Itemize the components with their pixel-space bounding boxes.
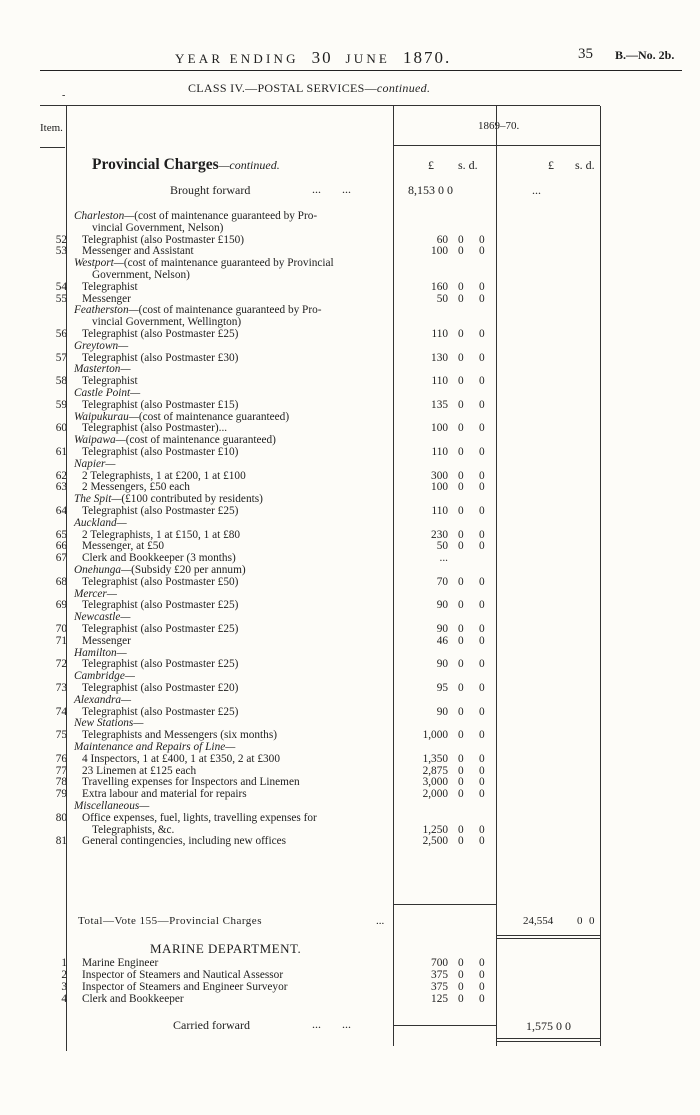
total-rule-top xyxy=(393,904,496,905)
item-description: Cambridge— xyxy=(74,670,135,682)
amount-pence: 0 xyxy=(479,788,485,800)
table-row xyxy=(40,835,600,847)
item-description: Telegraphist (also Postmaster £150) xyxy=(82,234,245,246)
item-description: Telegraphist (also Postmaster £50) xyxy=(82,576,239,588)
item-description: Telegraphist (also Postmaster £10) xyxy=(82,446,239,458)
amount-shillings: 0 xyxy=(458,481,464,493)
amount-pence: 0 xyxy=(479,481,485,493)
item-number: 58 xyxy=(55,375,67,387)
brought-forward-label: Brought forward xyxy=(170,183,251,197)
item-number: 69 xyxy=(55,599,67,611)
amount-shillings: 0 xyxy=(458,529,464,541)
amount-pence: 0 xyxy=(479,446,485,458)
amount-shillings: 0 xyxy=(458,682,464,694)
item-description: Telegraphist (also Postmaster £25) xyxy=(82,599,239,611)
item-description: Marine Engineer xyxy=(82,957,159,969)
item-number: 72 xyxy=(55,658,67,670)
table-row xyxy=(40,670,600,682)
amount-pence: 0 xyxy=(479,293,485,305)
item-number: 63 xyxy=(55,481,67,493)
amount-shillings: 0 xyxy=(458,599,464,611)
item-number: 80 xyxy=(55,812,67,824)
amount-pounds: 110 xyxy=(431,446,448,458)
table-row xyxy=(40,729,600,741)
table-row xyxy=(40,635,600,647)
amount-shillings: 0 xyxy=(458,765,464,777)
amount-pence: 0 xyxy=(479,399,485,411)
item-description: vincial Government, Nelson) xyxy=(92,222,224,234)
table-row xyxy=(40,611,600,623)
amount-pence: 0 xyxy=(479,824,485,836)
amount-column-divider-right xyxy=(600,106,601,1046)
amount-pounds: 375 xyxy=(431,969,448,981)
item-number: 54 xyxy=(55,281,67,293)
amount-pounds: 375 xyxy=(431,981,448,993)
amount-shillings: 0 xyxy=(458,470,464,482)
class-title: CLASS IV.—POSTAL SERVICES—continued. xyxy=(188,81,431,95)
item-description: Clerk and Bookkeeper (3 months) xyxy=(82,552,236,564)
item-description: Hamilton— xyxy=(74,647,127,659)
table-row xyxy=(40,623,600,635)
table-row xyxy=(40,316,600,328)
document-reference: B.—No. 2b. xyxy=(615,48,675,62)
amount-shillings: 0 xyxy=(458,706,464,718)
item-number: 52 xyxy=(55,234,67,246)
table-row xyxy=(40,269,600,281)
amount-pounds: 135 xyxy=(431,399,448,411)
item-description: Clerk and Bookkeeper xyxy=(82,993,184,1005)
amount-pence: 0 xyxy=(479,245,485,257)
item-description: Alexandra— xyxy=(74,694,132,706)
amount-pence: 0 xyxy=(479,375,485,387)
table-row xyxy=(40,399,600,411)
table-row xyxy=(40,446,600,458)
amount-pence: 0 xyxy=(479,281,485,293)
table-row xyxy=(40,505,600,517)
item-description: Auckland— xyxy=(74,517,127,529)
item-description: Waipawa—(cost of maintenance guaranteed) xyxy=(74,434,276,446)
brought-forward-dots: ... ... xyxy=(312,182,351,196)
amount-shillings: 0 xyxy=(458,729,464,741)
table-row xyxy=(40,776,600,788)
item-number: 66 xyxy=(55,540,67,552)
item-number: 3 xyxy=(61,981,67,993)
item-number: 64 xyxy=(55,505,67,517)
amount-pounds: 300 xyxy=(431,470,448,482)
item-description: Telegraphist (also Postmaster £25) xyxy=(82,623,239,635)
page-number: 35 xyxy=(578,46,593,62)
item-number: 77 xyxy=(55,765,67,777)
item-number: 60 xyxy=(55,422,67,434)
table-row xyxy=(40,517,600,529)
amount-pounds: 230 xyxy=(431,529,448,541)
amount-pounds: 60 xyxy=(436,234,448,246)
item-description: General contingencies, including new offices xyxy=(82,835,287,847)
table-row xyxy=(40,564,600,576)
item-description: Telegraphist (also Postmaster £15) xyxy=(82,399,239,411)
table-row xyxy=(40,800,600,812)
table-row xyxy=(40,682,600,694)
amount-pounds: 50 xyxy=(436,293,448,305)
amount-shillings: 0 xyxy=(458,824,464,836)
amount-pence: 0 xyxy=(479,470,485,482)
item-description: Newcastle— xyxy=(74,611,131,623)
amount-pence: 0 xyxy=(479,706,485,718)
total-dots: ... xyxy=(376,915,385,927)
pound-header-b: £ xyxy=(548,158,554,172)
amount-pounds: 100 xyxy=(431,245,448,257)
item-description: Inspector of Steamers and Nautical Assessor xyxy=(82,969,284,981)
amount-pounds: 100 xyxy=(431,422,448,434)
table-row xyxy=(40,245,600,257)
item-description: Masterton— xyxy=(74,363,131,375)
item-number: 53 xyxy=(55,245,67,257)
item-description: vincial Government, Wellington) xyxy=(92,316,242,328)
item-number: 71 xyxy=(55,635,67,647)
amount-shillings: 0 xyxy=(458,375,464,387)
item-description: 4 Inspectors, 1 at £400, 1 at £350, 2 at £300 xyxy=(82,753,280,765)
amount-pounds: 125 xyxy=(431,993,448,1005)
table-row xyxy=(40,576,600,588)
total-value: 24,554 xyxy=(523,915,554,927)
item-description: Extra labour and material for repairs xyxy=(82,788,247,800)
item-description: Castle Point— xyxy=(74,387,141,399)
carried-forward-label: Carried forward xyxy=(173,1018,250,1032)
carried-forward-rule-b xyxy=(496,1038,600,1039)
item-description: Waipukurau—(cost of maintenance guaranteed) xyxy=(74,411,290,423)
carried-forward-rule-c xyxy=(496,1041,600,1042)
item-description: New Stations— xyxy=(74,717,144,729)
item-number: 73 xyxy=(55,682,67,694)
table-row xyxy=(40,957,600,969)
amount-shillings: 0 xyxy=(458,753,464,765)
amount-pence: 0 xyxy=(479,729,485,741)
amount-pounds: 160 xyxy=(431,281,448,293)
item-description: Inspector of Steamers and Engineer Surveyor xyxy=(82,981,288,993)
amount-pounds: 1,000 xyxy=(422,729,448,741)
table-row xyxy=(40,422,600,434)
amount-shillings: 0 xyxy=(458,446,464,458)
amount-pence: 0 xyxy=(479,776,485,788)
item-description: The Spit—(£100 contributed by residents) xyxy=(74,493,263,505)
amount-pounds: 2,500 xyxy=(422,835,448,847)
table-row xyxy=(40,741,600,753)
item-number: 74 xyxy=(55,706,67,718)
item-description: Maintenance and Repairs of Line— xyxy=(74,741,236,753)
item-number: 2 xyxy=(61,969,67,981)
table-row xyxy=(40,281,600,293)
table-row xyxy=(40,328,600,340)
item-description: Mercer— xyxy=(74,588,117,600)
table-row xyxy=(40,375,600,387)
item-description: Westport—(cost of maintenance guaranteed by Provincial xyxy=(74,257,334,269)
carried-forward-dots: ... ... xyxy=(312,1017,351,1031)
item-description: Messenger, at £50 xyxy=(82,540,165,552)
item-description: Messenger xyxy=(82,293,131,305)
amount-pounds: 95 xyxy=(436,682,448,694)
item-number: 75 xyxy=(55,729,67,741)
total-shillings: 0 xyxy=(577,915,583,927)
item-description: Telegraphist (also Postmaster £25) xyxy=(82,505,239,517)
item-description: Telegraphist xyxy=(82,375,138,387)
amount-pence: 0 xyxy=(479,352,485,364)
item-description: Telegraphist (also Postmaster £25) xyxy=(82,658,239,670)
amount-shillings: 0 xyxy=(458,281,464,293)
amount-shillings: 0 xyxy=(458,957,464,969)
table-row xyxy=(40,210,600,222)
amount-pence: 0 xyxy=(479,635,485,647)
table-row xyxy=(40,552,600,564)
amount-pounds: 3,000 xyxy=(422,776,448,788)
item-number: 57 xyxy=(55,352,67,364)
amount-pounds: 90 xyxy=(436,658,448,670)
table-row xyxy=(40,257,600,269)
item-number: 56 xyxy=(55,328,67,340)
pound-header-a: £ xyxy=(428,158,434,172)
item-number: 67 xyxy=(55,552,67,564)
item-number: 65 xyxy=(55,529,67,541)
amount-pounds: 130 xyxy=(431,352,448,364)
amount-pence: 0 xyxy=(479,576,485,588)
amount-shillings: 0 xyxy=(458,788,464,800)
sd-header-b: s. d. xyxy=(575,158,595,172)
amount-shillings: 0 xyxy=(458,576,464,588)
item-column-header: Item. xyxy=(40,122,63,134)
amount-shillings: 0 xyxy=(458,981,464,993)
amount-pence: 0 xyxy=(479,658,485,670)
amount-pence: 0 xyxy=(479,234,485,246)
amount-shillings: 0 xyxy=(458,422,464,434)
brought-forward-value-total: ... xyxy=(532,183,541,197)
table-top-rule xyxy=(40,105,600,106)
item-number: 1 xyxy=(61,957,67,969)
item-description: Telegraphists and Messengers (six months) xyxy=(82,729,277,741)
amount-pounds: 70 xyxy=(436,576,448,588)
amount-shillings: 0 xyxy=(458,245,464,257)
amount-shillings: 0 xyxy=(458,835,464,847)
amount-pence: 0 xyxy=(479,623,485,635)
amount-pence: 0 xyxy=(479,969,485,981)
table-row xyxy=(40,458,600,470)
item-number: 55 xyxy=(55,293,67,305)
item-description: Office expenses, fuel, lights, travelling expenses for xyxy=(82,812,317,824)
item-description: Telegraphists, &c. xyxy=(92,824,175,836)
item-number: 78 xyxy=(55,776,67,788)
item-number: 79 xyxy=(55,788,67,800)
amount-shillings: 0 xyxy=(458,540,464,552)
total-label: Total—Vote 155—Provincial Charges xyxy=(78,915,262,927)
item-description: Telegraphist (also Postmaster £25) xyxy=(82,706,239,718)
amount-pounds: 90 xyxy=(436,623,448,635)
amount-shillings: 0 xyxy=(458,623,464,635)
amount-pence: 0 xyxy=(479,957,485,969)
amount-shillings: 0 xyxy=(458,328,464,340)
table-row xyxy=(40,493,600,505)
table-row xyxy=(40,481,600,493)
item-description: 2 Telegraphists, 1 at £200, 1 at £100 xyxy=(82,470,246,482)
total-double-rule-b xyxy=(496,938,600,939)
section-title-provincial: Provincial Charges—continued. xyxy=(92,156,280,173)
total-double-rule-a xyxy=(496,935,600,936)
header-rule xyxy=(40,70,682,71)
table-row xyxy=(40,363,600,375)
amount-pence: 0 xyxy=(479,529,485,541)
amount-shillings: 0 xyxy=(458,399,464,411)
item-description: Charleston—(cost of maintenance guaranteed by Pro- xyxy=(74,210,318,222)
item-description: Travelling expenses for Inspectors and Linemen xyxy=(82,776,300,788)
carried-forward-value: 1,575 0 0 xyxy=(526,1019,571,1033)
stray-mark: - xyxy=(62,90,66,101)
carried-forward-rule-a xyxy=(393,1025,496,1026)
amount-pounds: 90 xyxy=(436,599,448,611)
table-row xyxy=(40,222,600,234)
amount-pounds: ... xyxy=(439,552,448,564)
amount-shillings: 0 xyxy=(458,658,464,670)
amount-pence: 0 xyxy=(479,765,485,777)
table-row xyxy=(40,599,600,611)
table-row xyxy=(40,540,600,552)
table-row xyxy=(40,969,600,981)
amount-pence: 0 xyxy=(479,993,485,1005)
amount-pounds: 1,250 xyxy=(422,824,448,836)
table-row xyxy=(40,812,600,824)
table-row xyxy=(40,434,600,446)
amount-pounds: 90 xyxy=(436,706,448,718)
table-row xyxy=(40,694,600,706)
table-row xyxy=(40,387,600,399)
amount-pounds: 700 xyxy=(431,957,448,969)
amount-pence: 0 xyxy=(479,540,485,552)
amount-shillings: 0 xyxy=(458,505,464,517)
amount-pounds: 2,000 xyxy=(422,788,448,800)
section-title-marine: MARINE DEPARTMENT. xyxy=(150,941,302,956)
item-description: 23 Linemen at £125 each xyxy=(82,765,197,777)
amount-shillings: 0 xyxy=(458,969,464,981)
item-description: Miscellaneous— xyxy=(74,800,150,812)
amount-pence: 0 xyxy=(479,599,485,611)
item-description: Featherston—(cost of maintenance guaranteed by Pro- xyxy=(74,304,322,316)
item-description: Greytown— xyxy=(74,340,129,352)
table-row xyxy=(40,717,600,729)
amount-pence: 0 xyxy=(479,505,485,517)
year-column-header: 1869–70. xyxy=(478,120,520,132)
amount-pence: 0 xyxy=(479,835,485,847)
amount-shillings: 0 xyxy=(458,352,464,364)
page-header-year: YEAR ENDING 30 JUNE 1870. xyxy=(175,48,452,67)
item-number: 59 xyxy=(55,399,67,411)
amount-shillings: 0 xyxy=(458,635,464,647)
item-description: Napier— xyxy=(74,458,116,470)
table-row xyxy=(40,304,600,316)
item-description: Telegraphist (also Postmaster £30) xyxy=(82,352,239,364)
amount-pounds: 2,875 xyxy=(422,765,448,777)
amount-pence: 0 xyxy=(479,422,485,434)
amount-pounds: 100 xyxy=(431,481,448,493)
table-row xyxy=(40,981,600,993)
table-row xyxy=(40,340,600,352)
brought-forward-value: 8,153 0 0 xyxy=(408,183,453,197)
item-number: 76 xyxy=(55,753,67,765)
item-description: Telegraphist (also Postmaster £25) xyxy=(82,328,239,340)
item-description: Messenger xyxy=(82,635,131,647)
amount-pounds: 50 xyxy=(436,540,448,552)
amount-pence: 0 xyxy=(479,682,485,694)
amount-shillings: 0 xyxy=(458,993,464,1005)
amount-shillings: 0 xyxy=(458,234,464,246)
table-row xyxy=(40,753,600,765)
total-pence: 0 xyxy=(589,915,595,927)
item-description: Telegraphist xyxy=(82,281,138,293)
item-description: Government, Nelson) xyxy=(92,269,190,281)
amount-pounds: 110 xyxy=(431,375,448,387)
amount-pounds: 1,350 xyxy=(422,753,448,765)
item-description: 2 Messengers, £50 each xyxy=(82,481,190,493)
table-row xyxy=(40,993,600,1005)
item-number: 81 xyxy=(55,835,67,847)
item-number: 62 xyxy=(55,470,67,482)
amount-pence: 0 xyxy=(479,753,485,765)
item-number: 68 xyxy=(55,576,67,588)
amount-pence: 0 xyxy=(479,328,485,340)
item-description: Telegraphist (also Postmaster £20) xyxy=(82,682,239,694)
item-description: Onehunga—(Subsidy £20 per annum) xyxy=(74,564,246,576)
amount-pounds: 46 xyxy=(436,635,448,647)
item-description: 2 Telegraphists, 1 at £150, 1 at £80 xyxy=(82,529,241,541)
amount-shillings: 0 xyxy=(458,293,464,305)
sd-header-a: s. d. xyxy=(458,158,478,172)
amount-shillings: 0 xyxy=(458,776,464,788)
item-number: 61 xyxy=(55,446,67,458)
item-number: 4 xyxy=(61,993,67,1005)
amount-pounds: 110 xyxy=(431,328,448,340)
item-description: Telegraphist (also Postmaster)... xyxy=(82,422,228,434)
amount-pounds: 110 xyxy=(431,505,448,517)
amount-pence: 0 xyxy=(479,981,485,993)
item-description: Messenger and Assistant xyxy=(82,245,194,257)
table-row xyxy=(40,658,600,670)
item-header-rule xyxy=(40,147,65,148)
item-number: 70 xyxy=(55,623,67,635)
table-row xyxy=(40,788,600,800)
